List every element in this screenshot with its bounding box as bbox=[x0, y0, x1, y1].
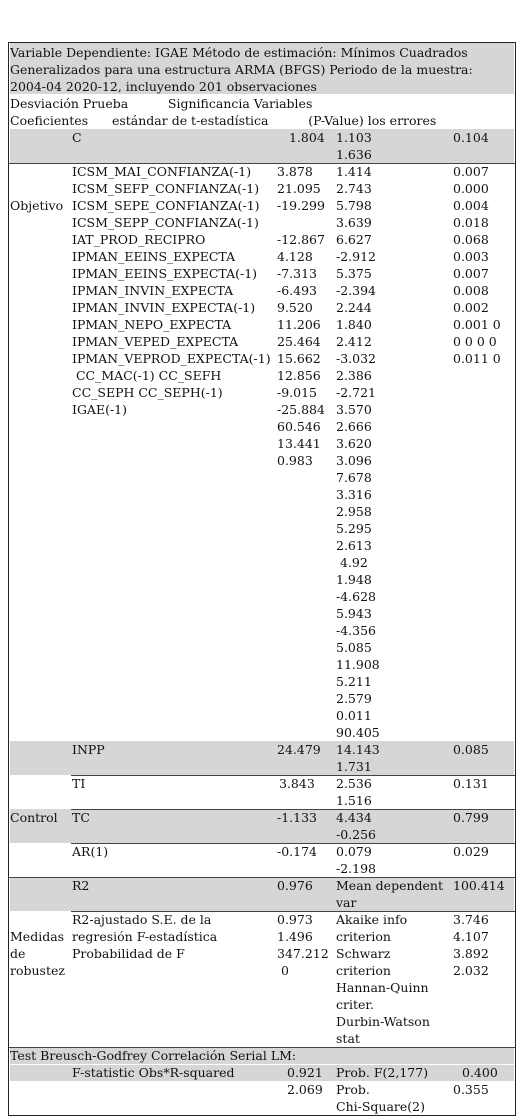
control-statistic: 1.731 bbox=[336, 759, 372, 774]
robustness-label: stat bbox=[336, 1031, 360, 1046]
header-line-2: Generalizados para una estructura ARMA (BFGS) Periodo de la muestra: bbox=[10, 62, 473, 77]
control-statistic: 4.434 bbox=[336, 810, 372, 825]
p-value: 0.008 bbox=[453, 283, 489, 298]
statistic-value: 5.295 bbox=[336, 521, 372, 536]
constant-row-band bbox=[10, 129, 514, 163]
group-label-robustez-2: de bbox=[10, 946, 26, 961]
regression-table bbox=[8, 42, 516, 1116]
breusch-value-1: 0.921 bbox=[287, 1065, 323, 1080]
variable-name: IPMAN_VEPED_EXPECTA bbox=[72, 334, 239, 349]
coefficient-value: -19.299 bbox=[277, 198, 325, 213]
statistic-value: 2.743 bbox=[336, 181, 372, 196]
statistic-value: 2.386 bbox=[336, 368, 372, 383]
coefficient-value: 0.983 bbox=[277, 453, 313, 468]
control-p-value: 0.131 bbox=[453, 776, 489, 791]
statistic-value: -4.628 bbox=[336, 589, 377, 604]
robustness-measure-name: regresión F-estadística bbox=[72, 929, 218, 944]
p-value: 0.000 bbox=[453, 181, 489, 196]
column-header-line-1: Desviación Prueba Significancia Variables bbox=[10, 96, 313, 111]
p-value: 0.001 0 bbox=[453, 317, 501, 332]
constant-col3-1: 1.103 bbox=[336, 130, 372, 145]
breusch-label-2: Prob. bbox=[336, 1082, 370, 1097]
statistic-value: 1.840 bbox=[336, 317, 372, 332]
statistic-value: 5.943 bbox=[336, 606, 372, 621]
p-value: 0.018 bbox=[453, 215, 489, 230]
variable-name: IPMAN_VEPROD_EXPECTA(-1) bbox=[72, 351, 271, 366]
r2-mean: 100.414 bbox=[453, 878, 505, 893]
statistic-value: -2.721 bbox=[336, 385, 377, 400]
variable-name: ICSM_SEFP_CONFIANZA(-1) bbox=[72, 181, 260, 196]
robustness-label: Akaike info bbox=[336, 912, 408, 927]
control-p-value: 0.029 bbox=[453, 844, 489, 859]
coefficient-value: 13.441 bbox=[277, 436, 321, 451]
coefficient-value: -9.015 bbox=[277, 385, 318, 400]
column-header-line-2: Coeficientes estándar de t-estadística (P-Value) los errores bbox=[10, 113, 437, 128]
p-value: 0.007 bbox=[453, 164, 489, 179]
statistic-value: 11.908 bbox=[336, 657, 380, 672]
r2-value: 0.976 bbox=[277, 878, 313, 893]
p-value: 0.068 bbox=[453, 232, 489, 247]
robustness-label: criterion bbox=[336, 963, 391, 978]
statistic-value: 2.412 bbox=[336, 334, 372, 349]
robustness-value: 0 bbox=[277, 963, 289, 978]
statistic-value: 3.639 bbox=[336, 215, 372, 230]
breusch-p-1: 0.400 bbox=[462, 1065, 498, 1080]
p-value: 0 0 0 0 bbox=[453, 334, 497, 349]
statistic-value: 2.244 bbox=[336, 300, 372, 315]
robustness-stat: 2.032 bbox=[453, 963, 489, 978]
statistic-value: 0.011 bbox=[336, 708, 372, 723]
statistic-value: 2.613 bbox=[336, 538, 372, 553]
breusch-title: Test Breusch-Godfrey Correlación Serial LM: bbox=[10, 1048, 297, 1063]
constant-coef: 1.804 bbox=[289, 130, 325, 145]
statistic-value: 3.316 bbox=[336, 487, 372, 502]
control-variable-name: INPP bbox=[72, 742, 105, 757]
breusch-name: F-statistic Obs*R-squared bbox=[72, 1065, 235, 1080]
statistic-value: 5.798 bbox=[336, 198, 372, 213]
statistic-value: -2.912 bbox=[336, 249, 377, 264]
control-variable-name: TC bbox=[72, 810, 90, 825]
control-p-value: 0.799 bbox=[453, 810, 489, 825]
robustness-label: criter. bbox=[336, 997, 374, 1012]
statistic-value: 2.579 bbox=[336, 691, 372, 706]
p-value: 0.007 bbox=[453, 266, 489, 281]
coefficient-value: 3.878 bbox=[277, 164, 313, 179]
r2-label-2: var bbox=[336, 895, 357, 910]
statistic-value: 3.620 bbox=[336, 436, 372, 451]
robustness-label: Schwarz bbox=[336, 946, 391, 961]
coefficient-value: 25.464 bbox=[277, 334, 321, 349]
coefficient-value: -25.884 bbox=[277, 402, 325, 417]
control-statistic: 2.536 bbox=[336, 776, 372, 791]
variable-name: CC_MAC(-1) CC_SEFH bbox=[72, 368, 222, 383]
control-statistic: 0.079 bbox=[336, 844, 372, 859]
statistic-value: 4.92 bbox=[336, 555, 368, 570]
robustness-stat: 3.892 bbox=[453, 946, 489, 961]
statistic-value: 2.666 bbox=[336, 419, 372, 434]
p-value: 0.003 bbox=[453, 249, 489, 264]
control-statistic: 1.516 bbox=[336, 793, 372, 808]
variable-name: IAT_PROD_RECIPRO bbox=[72, 232, 206, 247]
variable-name: IGAE(-1) bbox=[72, 402, 128, 417]
robustness-measure-name: R2-ajustado S.E. de la bbox=[72, 912, 212, 927]
r2-label-1: Mean dependent bbox=[336, 878, 443, 893]
statistic-value: 5.375 bbox=[336, 266, 372, 281]
statistic-value: 3.096 bbox=[336, 453, 372, 468]
p-value: 0.002 bbox=[453, 300, 489, 315]
control-coef: -1.133 bbox=[277, 810, 318, 825]
variable-name: ICSM_MAI_CONFIANZA(-1) bbox=[72, 164, 252, 179]
group-label-robustez-3: robustez bbox=[10, 963, 65, 978]
coefficient-value: 12.856 bbox=[277, 368, 321, 383]
header-line-3: 2004-04 2020-12, incluyendo 201 observaciones bbox=[10, 79, 317, 94]
robustness-label: Hannan-Quinn bbox=[336, 980, 429, 995]
group-label-robustez-1: Medidas bbox=[10, 929, 65, 944]
variable-name: ICSM_SEPE_CONFIANZA(-1) bbox=[72, 198, 260, 213]
breusch-p-2: 0.355 bbox=[453, 1082, 489, 1097]
variable-name: IPMAN_NEPO_EXPECTA bbox=[72, 317, 232, 332]
variable-name: ICSM_SEPP_CONFIANZA(-1) bbox=[72, 215, 259, 230]
statistic-value: 90.405 bbox=[336, 725, 380, 740]
control-coef: -0.174 bbox=[277, 844, 318, 859]
breusch-label-1: Prob. F(2,177) bbox=[336, 1065, 429, 1080]
coefficient-value: 9.520 bbox=[277, 300, 313, 315]
p-value: 0.004 bbox=[453, 198, 489, 213]
breusch-value-2: 2.069 bbox=[287, 1082, 323, 1097]
statistic-value: 3.570 bbox=[336, 402, 372, 417]
constant-p-value: 0.104 bbox=[453, 130, 489, 145]
control-coef: 24.479 bbox=[277, 742, 321, 757]
robustness-stat: 3.746 bbox=[453, 912, 489, 927]
control-statistic: -2.198 bbox=[336, 861, 377, 876]
r2-name: R2 bbox=[72, 878, 90, 893]
statistic-value: 5.085 bbox=[336, 640, 372, 655]
control-statistic: -0.256 bbox=[336, 827, 377, 842]
statistic-value: 2.958 bbox=[336, 504, 372, 519]
robustness-value: 347.212 bbox=[277, 946, 329, 961]
statistic-value: -4.356 bbox=[336, 623, 377, 638]
robustness-value: 1.496 bbox=[277, 929, 313, 944]
control-variable-name: AR(1) bbox=[72, 844, 109, 859]
control-statistic: 14.143 bbox=[336, 742, 380, 757]
variable-name: CC_SEPH CC_SEPH(-1) bbox=[72, 385, 223, 400]
statistic-value: -2.394 bbox=[336, 283, 377, 298]
robustness-measure-name: Probabilidad de F bbox=[72, 946, 185, 961]
variable-name: IPMAN_INVIN_EXPECTA(-1) bbox=[72, 300, 256, 315]
constant-name: C bbox=[72, 130, 82, 145]
robustness-value: 0.973 bbox=[277, 912, 313, 927]
breusch-label-3: Chi-Square(2) bbox=[336, 1099, 425, 1114]
control-variable-name: TI bbox=[72, 776, 86, 791]
variable-name: IPMAN_EEINS_EXPECTA bbox=[72, 249, 236, 264]
constant-col3-2: 1.636 bbox=[336, 147, 372, 162]
statistic-value: 1.414 bbox=[336, 164, 372, 179]
group-label-objetivo: Objetivo bbox=[10, 198, 64, 213]
control-coef: 3.843 bbox=[279, 776, 315, 791]
coefficient-value: -7.313 bbox=[277, 266, 318, 281]
robustness-label: criterion bbox=[336, 929, 391, 944]
statistic-value: 1.948 bbox=[336, 572, 372, 587]
coefficient-value: 4.128 bbox=[277, 249, 313, 264]
header-line-1: Variable Dependiente: IGAE Método de estimación: Mínimos Cuadrados bbox=[10, 45, 468, 60]
coefficient-value: 15.662 bbox=[277, 351, 321, 366]
coefficient-value: -12.867 bbox=[277, 232, 325, 247]
coefficient-value: 11.206 bbox=[277, 317, 321, 332]
group-label-control: Control bbox=[10, 810, 58, 825]
p-value: 0.011 0 bbox=[453, 351, 501, 366]
coefficient-value: 60.546 bbox=[277, 419, 321, 434]
coefficient-value: -6.493 bbox=[277, 283, 318, 298]
robustness-label: Durbin-Watson bbox=[336, 1014, 430, 1029]
robustness-stat: 4.107 bbox=[453, 929, 489, 944]
statistic-value: 6.627 bbox=[336, 232, 372, 247]
variable-name: IPMAN_INVIN_EXPECTA bbox=[72, 283, 234, 298]
variable-name: IPMAN_EEINS_EXPECTA(-1) bbox=[72, 266, 258, 281]
coefficient-value: 21.095 bbox=[277, 181, 321, 196]
statistic-value: 5.211 bbox=[336, 674, 372, 689]
statistic-value: 7.678 bbox=[336, 470, 372, 485]
control-p-value: 0.085 bbox=[453, 742, 489, 757]
statistic-value: -3.032 bbox=[336, 351, 377, 366]
